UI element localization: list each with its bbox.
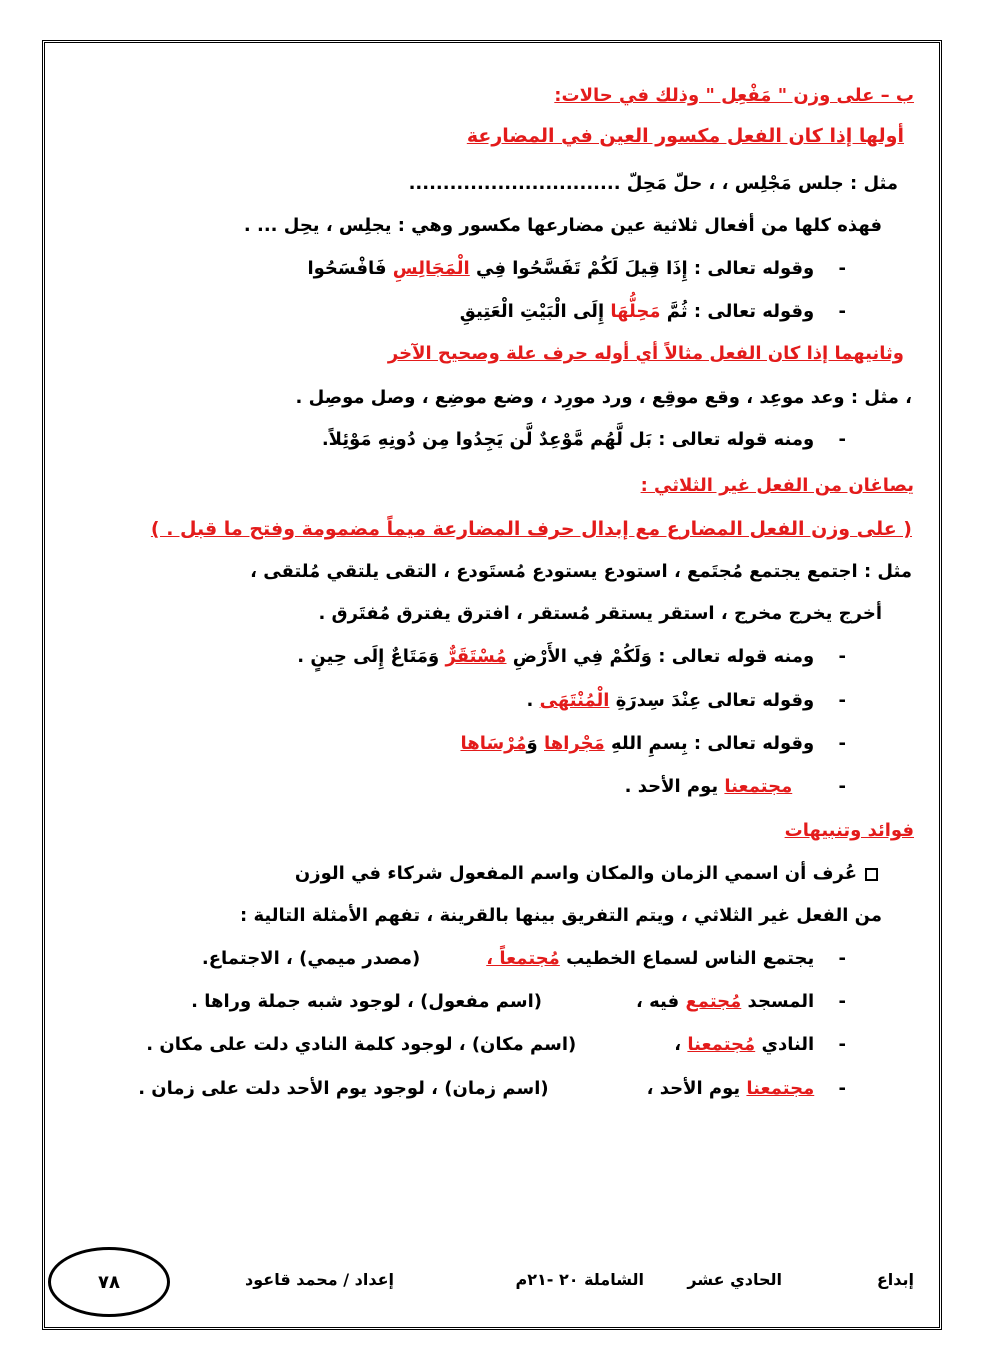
example-line-2: ، مثل : وعد موعِد ، وقع موقِع ، ورد مورِد ، وضع موضِع ، وصل موصِل . [295,387,912,408]
dash-icon: - [838,690,846,711]
verse-4-tail: وَمَتَاعٌ إِلَى حِينٍ . [297,646,446,667]
verse-6-highlight-2: مُرْسَاها [460,733,527,754]
verse-1-text: وقوله تعالى : إِذَا قِيلَ لَكُمْ تَفَسَّحُوا فِي [469,258,815,279]
dash-icon: - [838,258,846,279]
note-row [0,945,992,973]
dash-icon: - [838,1034,846,1055]
note-1-text: عُرف أن اسمي الزمان والمكان واسم المفعول شركاء في الوزن [294,863,857,884]
dash-icon: - [838,948,846,969]
verse-3 [0,426,992,454]
dash-icon: - [838,991,846,1012]
page-number-badge [48,1247,170,1317]
note-row-tail: فيه ، [636,991,686,1012]
verse-5-tail: . [526,690,540,711]
footer-grade: الحادي عشر [687,1270,782,1289]
first-case-heading: أولها إذا كان الفعل مكسور العين في المضارعة [466,125,904,147]
verse-4 [0,643,992,671]
example-highlight: مجتمعنا [724,776,793,797]
checkbox-icon [865,868,878,881]
example-tail: يوم الأحد . [624,776,725,797]
note-row-text: النادي [755,1034,815,1055]
note-row [0,1075,992,1103]
note-row-highlight: مُجتمعاً ، [486,948,560,969]
dash-icon: - [838,733,846,754]
dash-icon: - [838,776,846,797]
non-trilateral-example-2: أخرج يخرج مخرج ، استقر يستقر مُستقر ، افترق يفترق مُفتَرق . [318,603,882,624]
non-trilateral-example-1: مثل : اجتمع يجتمع مُجتَمع ، استودع يستودع مُستَودع ، التقى يلتقي مُلتقى ، [250,561,912,582]
verse-4-highlight: مُسْتَقَرٌّ [445,646,507,667]
non-trilateral-title: يصاغان من الفعل غير الثلاثي : [640,475,914,496]
note-row [0,1031,992,1059]
verse-1 [0,255,992,283]
dash-icon: - [838,301,846,322]
notes-title: فوائد وتنبيهات [784,820,914,841]
note-row-tail: ، [674,1034,688,1055]
verse-6-text: وقوله تعالى : بِسمِ اللهِ [604,733,815,754]
note-row-type: (اسم زمان) ، لوجود يوم الأحد دلت على زمان . [138,1078,549,1099]
note-row-type: (مصدر ميمي) ، الاجتماع. [201,948,421,969]
non-trilateral-rule: ( على وزن الفعل المضارع مع إبدال حرف المضارعة ميماً مضمومة وفتح ما قبل . ) [150,518,912,540]
verse-6-mid: وَ [526,733,544,754]
dash-icon: - [838,646,846,667]
note-row-type: (اسم مفعول) ، لوجود شبه جملة وراها . [191,991,543,1012]
note-row-type: (اسم مكان) ، لوجود كلمة النادي دلت على مكان . [146,1034,577,1055]
verse-6 [0,730,992,758]
example-ijtima [0,773,992,801]
note-row-text: يجتمع الناس لسماع الخطيب [559,948,815,969]
verse-2-highlight: مَحِلُّهَا [610,301,661,322]
note-row-highlight: مجتمعنا [746,1078,815,1099]
page-number: ٧٨ [98,1271,120,1293]
note-row-tail: يوم الأحد ، [646,1078,747,1099]
note-2: من الفعل غير الثلاثي ، ويتم التفريق بينها بالقرينة ، تفهم الأمثلة التالية : [239,905,882,926]
verse-5-text: وقوله تعالى عِنْدَ سِدرَةِ [609,690,815,711]
note-row-highlight: مُجتمعنا [687,1034,756,1055]
verse-1-tail: فَافْسَحُوا [307,258,393,279]
note-row-text: المسجد [741,991,815,1012]
verse-2-tail: إِلَى الْبَيْتِ الْعَتِيقِ [459,301,611,322]
footer-label: إبداع [876,1270,914,1289]
verse-3-text: ومنه قوله تعالى : بَل لَّهُم مَّوْعِدٌ لَّن يَجِدُوا مِن دُونِهِ مَوْئِلاً. [321,429,815,450]
verse-5-highlight: الْمُنْتَهَى [539,690,610,711]
section-b-title: ب – على وزن " مَفْعِل " وذلك في حالات: [554,85,914,106]
verse-1-highlight: الْمَجَالِسِ [392,258,470,279]
note-row [0,988,992,1016]
footer-book: الشاملة ٢٠ -٢١م [515,1270,644,1289]
verse-2-text: وقوله تعالى : ثُمَّ [660,301,815,322]
explain-line: فهذه كلها من أفعال ثلاثية عين مضارعها مكسور وهي : يجلِس ، يحِل ... . [243,215,882,236]
second-case-heading: وثانيهما إذا كان الفعل مثالاً أي أوله حرف علة وصحيح الآخر [387,343,904,364]
dash-icon: - [838,1078,846,1099]
verse-5 [0,687,992,715]
footer-author: إعداد / محمد قاعود [245,1270,394,1289]
verse-4-text: ومنه قوله تعالى : وَلَكُمْ فِي الأَرْضِ [506,646,815,667]
note-row-highlight: مُجتمع [685,991,742,1012]
verse-2 [0,298,992,326]
note-1 [0,860,992,888]
example-line-1: مثل : جلس مَجْلِس ، ، حلّ مَحِلّ ............................... [408,173,898,194]
verse-6-highlight-1: مَجْراها [544,733,605,754]
dash-icon: - [838,429,846,450]
